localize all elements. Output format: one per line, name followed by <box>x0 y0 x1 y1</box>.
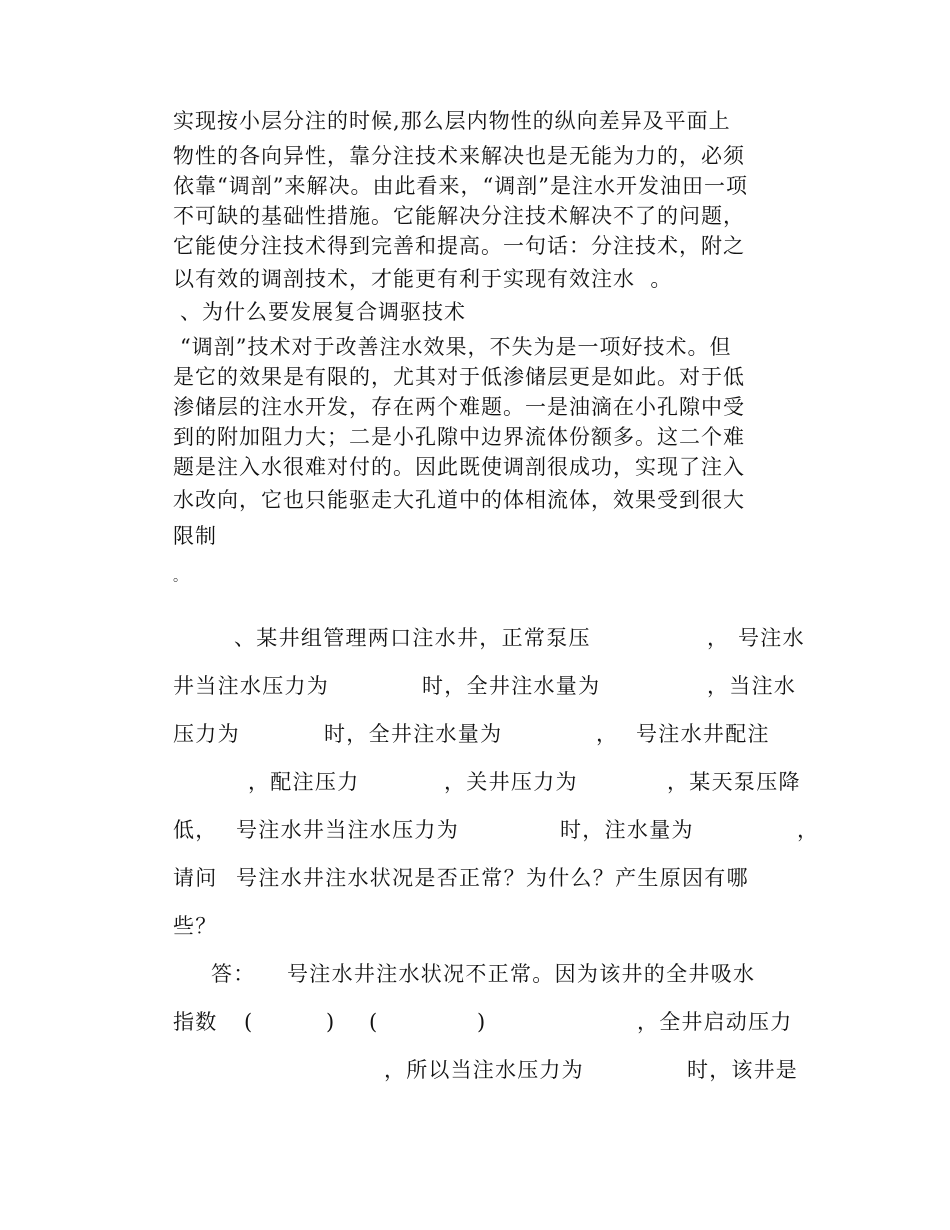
answer-label: 答： <box>211 962 256 986</box>
text-fragment: ，某天泵压降 <box>667 770 801 794</box>
text-fragment: ，配注压力 <box>248 770 360 794</box>
text-fragment: 时，注水量为 <box>560 818 694 842</box>
text-fragment: 号注水井当注水压力为 <box>236 818 459 842</box>
text-fragment: 号注水井注水状况不正常。因为该井的全井吸水 <box>287 962 756 986</box>
text-fragment: ， <box>797 818 820 842</box>
text-fragment: ，关井压力为 <box>444 770 578 794</box>
text-line: 实现按小层分注的时候,那么层内物性的纵向差异及平面上 <box>173 109 731 133</box>
text-line: 依靠“调剖”来解决。由此看来，“调剖”是注水开发油田一项 <box>173 174 748 198</box>
text-line: 限制 <box>173 524 217 548</box>
text-fragment: ( <box>369 1010 379 1034</box>
text-fragment: ，全井启动压力 <box>637 1010 793 1034</box>
text-fragment: 些？ <box>173 914 218 938</box>
text-fragment: ，所以当注水压力为 <box>384 1058 584 1082</box>
text-line: 。 <box>173 569 188 585</box>
text-fragment: ( <box>244 1010 254 1034</box>
text-fragment: 请问 <box>173 866 218 890</box>
text-fragment: ，当注水 <box>707 674 797 698</box>
text-line: 不可缺的基础性措施。它能解决分注技术解决不了的问题， <box>173 204 745 228</box>
text-fragment: 时，该井是 <box>687 1058 798 1082</box>
text-fragment: ) <box>326 1010 336 1034</box>
text-line: 、某井组管理两口注水井，正常泵压 <box>234 626 591 650</box>
text-fragment: 压力为 <box>173 722 240 746</box>
text-line: 题是注入水很难对付的。因此既使调剖很成功，实现了注入 <box>173 455 745 479</box>
text-fragment: 时，全井注水量为 <box>422 674 601 698</box>
text-line: 以有效的调剖技术，才能更有利于实现有效注水 。 <box>173 267 673 291</box>
text-fragment: ， <box>596 722 619 746</box>
text-fragment: 号注水井注水状况是否正常？为什么？产生原因有哪 <box>236 866 749 890</box>
text-fragment: 井当注水压力为 <box>173 674 330 698</box>
text-fragment: 指数 <box>173 1010 218 1034</box>
text-fragment: 时，全井注水量为 <box>324 722 503 746</box>
text-line: 水改向，它也只能驱走大孔道中的体相流体，效果受到很大 <box>173 488 745 512</box>
text-line: “调剖”技术对于改善注水效果，不失为是一项好技术。但 <box>180 335 732 359</box>
text-fragment: 低， <box>173 818 218 842</box>
text-line: 是它的效果是有限的，尤其对于低渗储层更是如此。对于低 <box>173 365 745 389</box>
text-line: 到的附加阻力大；二是小孔隙中边界流体份额多。这二个难 <box>173 425 745 449</box>
text-fragment: 号注水 <box>738 626 805 650</box>
text-fragment: ， <box>707 626 730 650</box>
section-heading: 、为什么要发展复合调驱技术 <box>180 300 466 324</box>
text-fragment: 号注水井配注 <box>636 722 770 746</box>
text-line: 它能使分注技术得到完善和提高。一句话：分注技术，附之 <box>173 234 745 258</box>
text-line: 物性的各向异性，靠分注技术来解决也是无能为力的，必须 <box>173 144 745 168</box>
text-fragment: ) <box>477 1010 487 1034</box>
text-line: 渗储层的注水开发，存在两个难题。一是油滴在小孔隙中受 <box>173 395 745 419</box>
